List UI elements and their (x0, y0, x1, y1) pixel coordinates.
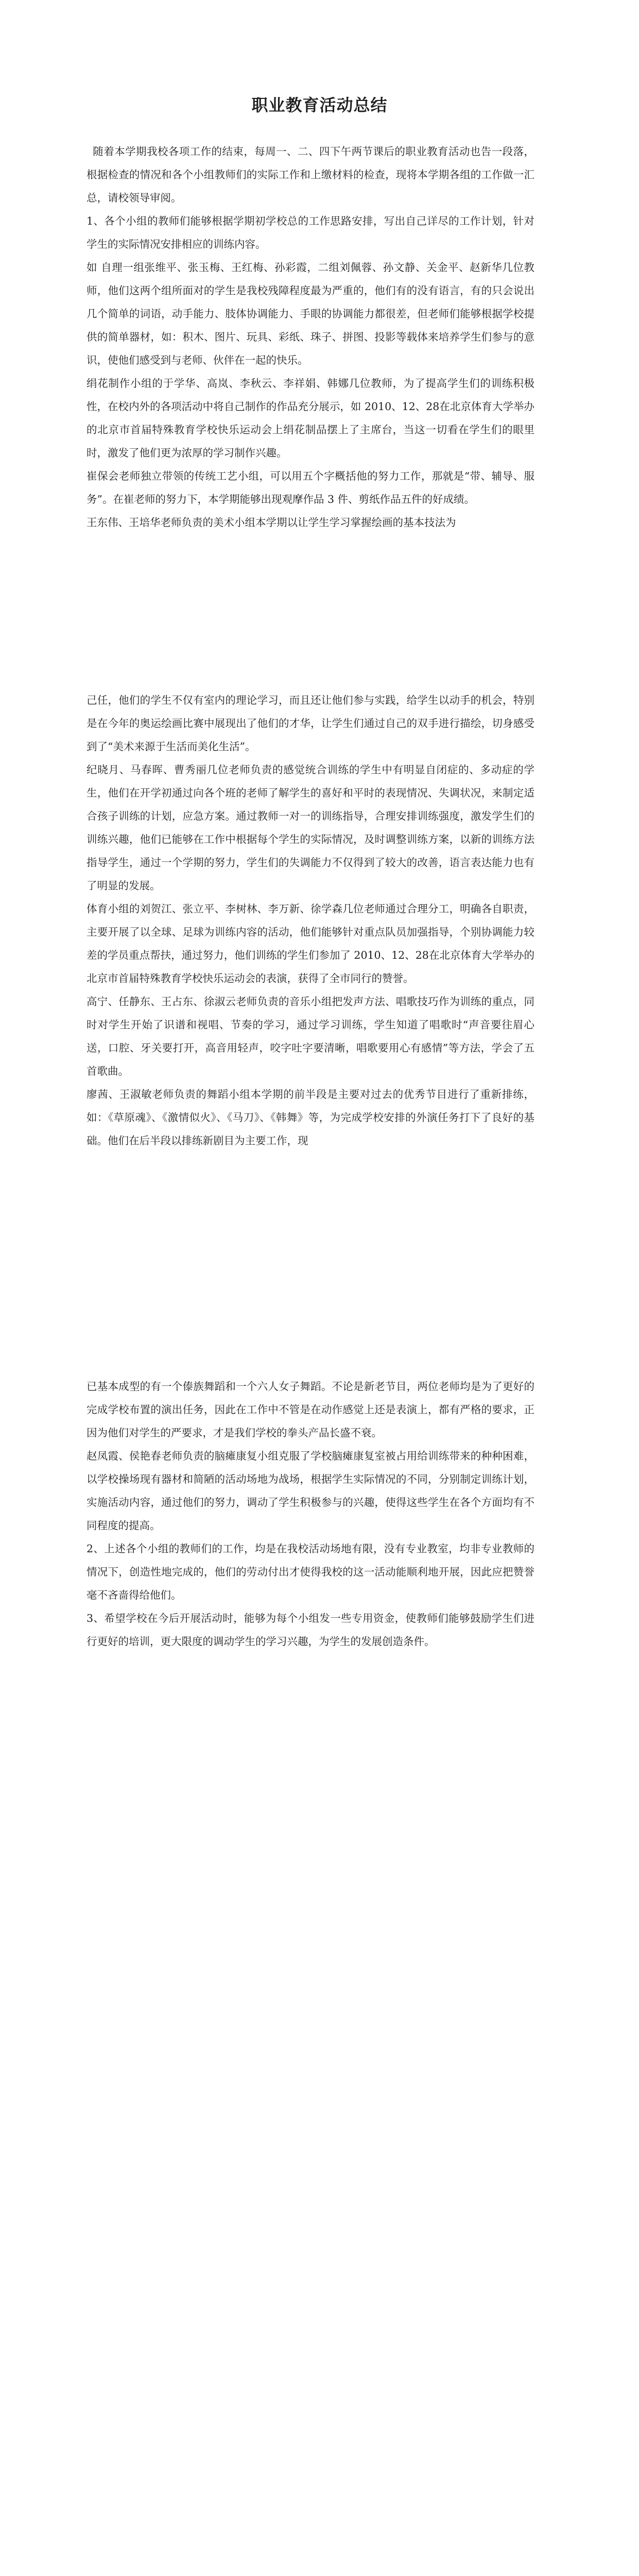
paragraph-sensory-group: 纪晓月、马春晖、曹秀丽几位老师负责的感觉统合训练的学生中有明显自闭症的、多动症的学生，他们在开学初通过向各个班的老师了解学生的喜好和平时的表现情况、失调状况，来制定适合孩子训练的计划，应急方案。通过教师一对一的训练指导，合理安排训练强度，激发学生们的训练兴趣，他们已能够在工作中根据每个学生的实际情况，及时调整训练方案，以新的训练方法指导学生，通过一个学期的努力，学生们的失调能力不仅得到了较大的改善，语言表达能力也有了明显的发展。 (87, 764, 534, 892)
paragraph-music-group: 高宁、任静东、王占东、徐淑云老师负责的音乐小组把发声方法、唱歌技巧作为训练的重点，同时对学生开始了识谱和视唱、节奏的学习，通过学习训练，学生知道了唱歌时“声音要往眉心送，口腔、牙关要打开，高音用轻声，咬字吐字要清晰，唱歌要用心有感情”等方法，学会了五首歌曲。 (87, 995, 534, 1077)
page-break-gap (87, 1153, 534, 1375)
paragraph-silk-flower-group: 绢花制作小组的于学华、高岚、李秋云、李祥娟、韩娜几位教师，为了提高学生们的训练积极性，在校内外的各项活动中将自己制作的作品充分展示，如 2010、12、28在北京体育大学举办的北京市首届特殊教育学校快乐运动会上绢花制品摆上了主席台，当这一切看在学生们的眼里时，激发了他们更为浓厚的学习制作兴趣。 (87, 377, 534, 459)
document-body (87, 140, 534, 1653)
page-break-gap (87, 534, 534, 689)
paragraph-point-1: 1、各个小组的教师们能够根据学期初学校总的工作思路安排，写出自己详尽的工作计划，针对学生的实际情况安排相应的训练内容。 (87, 215, 534, 250)
paragraph-dance-group-start: 廖茜、王淑敏老师负责的舞蹈小组本学期的前半段是主要对过去的优秀节目进行了重新排练，如：《草原魂》、《激情似火》、《马刀》、《韩舞》等，为完成学校安排的外演任务打下了良好的基础。他们在后半段以排练新剧目为主要工作，现 (87, 1088, 534, 1147)
paragraph-intro: 随着本学期我校各项工作的结束，每周一、二、四下午两节课后的职业教育活动也告一段落，根据检查的情况和各个小组教师们的实际工作和上缴材料的检查，现将本学期各组的工作做一汇总，请校领导审阅。 (87, 145, 534, 204)
paragraph-sports-group: 体育小组的刘贺江、张立平、李树林、李万新、徐学森几位老师通过合理分工，明确各自职责，主要开展了以全球、足球为训练内容的活动，他们能够针对重点队员加强指导，个别协调能力较差的学员重点帮扶，通过努力，他们训练的学生们参加了 2010、12、28在北京体育大学举办的北京市首届特殊教育学校快乐运动会的表演，获得了全市同行的赞誉。 (87, 903, 534, 985)
paragraph-art-group-cont: 己任，他们的学生不仅有室内的理论学习，而且还让他们参与实践，给学生以动手的机会，特别是在今年的奥运绘画比赛中展现出了他们的才华，让学生们通过自己的双手进行描绘，切身感受到了“美术来源于生活而美化生活”。 (87, 694, 534, 753)
paragraph-point-2: 2、上述各个小组的教师们的工作，均是在我校活动场地有限，没有专业教室，均非专业教师的情况下，创造性地完成的，他们的劳动付出才使得我校的这一活动能顺利地开展，因此应把赞誉毫不吝啬得给他们。 (87, 1543, 534, 1601)
paragraph-self-care-groups: 如 自理一组张维平、张玉梅、王红梅、孙彩霞，二组刘佩蓉、孙文静、关金平、赵新华几位教师，他们这两个组所面对的学生是我校残障程度最为严重的，他们有的没有语言，有的只会说出几个简单的词语，动手能力、肢体协调能力、手眼的协调能力都很差，但老师们能够根据学校提供的简单器材，如：积木、图片、玩具、彩纸、珠子、拼图、投影等载体来培养学生们参与的意识，使他们感受到与老师、伙伴在一起的快乐。 (87, 261, 534, 366)
paragraph-rehab-group: 赵凤霞、侯艳春老师负责的脑瘫康复小组克服了学校脑瘫康复室被占用给训练带来的种种困难，以学校操场现有器材和简陋的活动场地为战场，根据学生实际情况的不同，分别制定训练计划，实施活动内容，通过他们的努力，调动了学生积极参与的兴趣，使得这些学生在各个方面均有不同程度的提高。 (87, 1450, 534, 1532)
paragraph-art-group-start: 王东伟、王培华老师负责的美术小组本学期以让学生学习掌握绘画的基本技法为 (87, 516, 456, 529)
paragraph-point-3: 3、希望学校在今后开展活动时，能够为每个小组发一些专用资金，使教师们能够鼓励学生们进行更好的培训，更大限度的调动学生的学习兴趣，为学生的发展创造条件。 (87, 1612, 534, 1648)
paragraph-dance-group-cont: 已基本成型的有一个傣族舞蹈和一个六人女子舞蹈。不论是新老节目，两位老师均是为了更好的完成学校布置的演出任务，因此在工作中不管是在动作感觉上还是表演上，都有严格的要求，正因为他们对学生的严要求，才是我们学校的拳头产品长盛不衰。 (87, 1380, 534, 1439)
document-title: 职业教育活动总结 (251, 95, 388, 115)
paragraph-craft-group: 崔保会老师独立带领的传统工艺小组，可以用五个字概括他的努力工作，那就是“带、辅导、服务”。在崔老师的努力下，本学期能够出现观摩作品 3 件、剪纸作品五件的好成绩。 (87, 470, 534, 505)
